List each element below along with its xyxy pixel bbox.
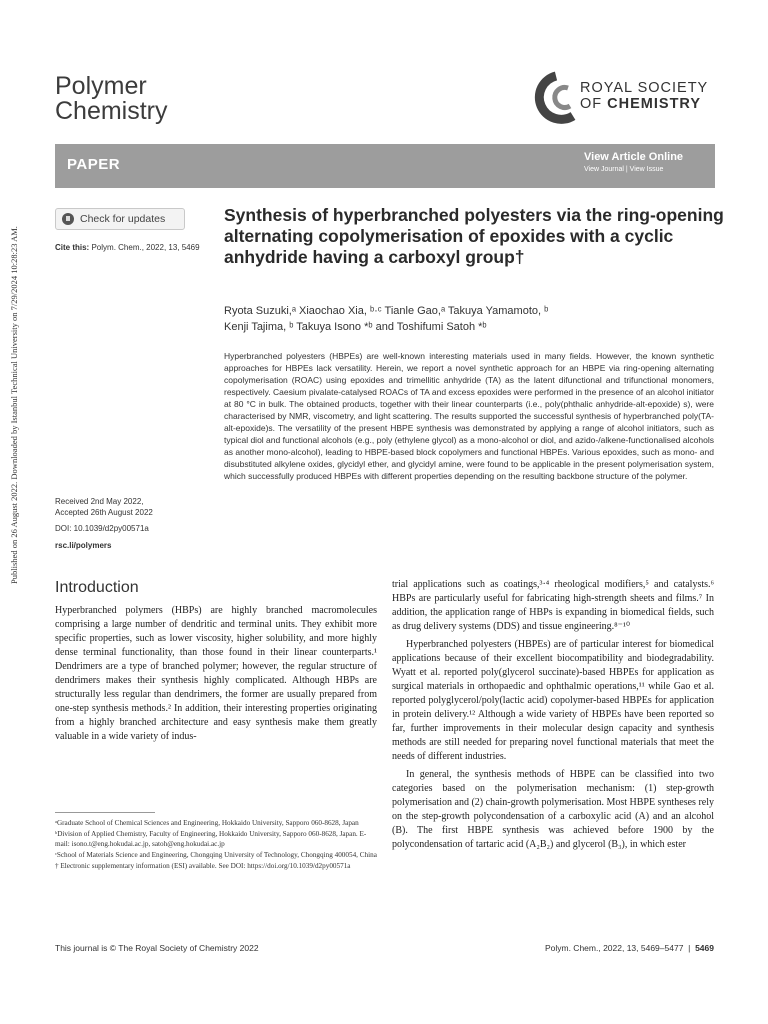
article-title: Synthesis of hyperbranched polyesters via the ring-opening alternating copolymerisation of epoxides with a cyclic anhydride having a carboxyl group† — [224, 205, 724, 267]
footer-citation-text: Polym. Chem., 2022, 13, 5469–5477 — [544, 943, 684, 953]
abstract: Hyperbranched polyesters (HBPEs) are well-known interesting materials used in many fields. However, the known synthetic approaches for HBPEs lack versatility. Herein, we report a novel synthetic approach for an HBPE via ring-opening alternating copolymerisation (ROAC) using epoxides and trimellitic anhydride (TA) as the latent difunctional and trifunctional monomers, respectively. Caesium pivalate-catalysed ROACs of TA and excess epoxides were performed in the presence of an alcohol initiator at 80 °C in bulk. The obtained products, together with their linear counterparts (i.e., poly(phthalic anhydride-alt-epoxide) s), were characterised by NMR, viscometry, and light scattering. The results supported the successful synthesis of hyperbranched poly(TA-alt-epoxide)s. The versatility of the present HBPE synthesis was demonstrated by applying a range of alcohol initiators, such as typical diol and functional alcohols (e.g., poly (ethylene glycol) as a mono-alcohol or diol, and azido-/alkene-functionalised alcohols as another mono-alcohol), leading to HBPE-based block copolymers and functional HBPEs. Various epoxides, such as mono- and disubstituted alkylene oxides, glycidyl ether, and glycidyl amine, were found to be applicable in the present polymerisation system, which successfully produced HBPEs with different properties depending on the resulting backbone structure of the polymer. — [224, 351, 714, 481]
cite-text: Polym. Chem., 2022, 13, 5469 — [91, 243, 200, 252]
view-journal-issue-links[interactable]: View Journal | View Issue — [584, 166, 664, 173]
footnotes — [55, 818, 377, 872]
author-list — [224, 303, 714, 335]
body-column-right — [392, 578, 714, 852]
crossmark-icon — [62, 213, 74, 225]
esi-note: † Electronic supplementary information (ESI) available. See DOI: https://doi.org/10.1039/d2py00571a — [55, 862, 351, 870]
footer-citation: Polym. Chem., 2022, 13, 5469–5477 | 5469 — [544, 943, 714, 953]
check-for-updates-label: Check for updates — [80, 213, 166, 225]
accepted-date: Accepted 26th August 2022 — [55, 508, 153, 517]
section-heading-introduction: Introduction — [55, 579, 139, 596]
intro-paragraph-1-continued: trial applications such as coatings,³·⁴ rheological modifiers,⁵ and catalysts.⁶ HBPs are particularly useful for fabricating high-strength sheets and films.⁷ In addition, the application range of HBPs is expanding in biomedical fields, such as drug delivery systems (DDS) and tissue engineering.⁸⁻¹⁰ — [392, 579, 714, 632]
doi[interactable]: DOI: 10.1039/d2py00571a — [55, 524, 149, 533]
received-date: Received 2nd May 2022, — [55, 497, 144, 506]
affiliation-c: ᶜSchool of Materials Science and Engineering, Chongqing University of Technology, Chongqing 400054, China — [55, 851, 377, 859]
cite-this — [55, 242, 215, 253]
footnote-divider — [55, 812, 155, 813]
publisher-name-line2 — [580, 96, 701, 112]
article-type-label: PAPER — [67, 156, 121, 173]
affiliation-b: ᵇDivision of Applied Chemistry, Faculty of Engineering, Hokkaido University, Sapporo 060-8628, Japan. E-mail: isono.t@eng.hokudai.ac.jp, satoh@eng.hokudai.ac.jp — [55, 830, 367, 848]
footer-copyright: This journal is © The Royal Society of Chemistry 2022 — [55, 943, 259, 953]
view-article-online-link[interactable]: View Article Online — [584, 151, 684, 163]
journal-title-line1: Polymer — [55, 72, 147, 100]
body-column-left — [55, 604, 377, 744]
check-for-updates-button[interactable] — [55, 208, 185, 230]
intro-paragraph-3: In general, the synthesis methods of HBPE can be classified into two categories based on the polymerisation mechanism: (1) step-growth polymerisation and (2) chain-growth polymerisation. Most HBPE syntheses rely on the step-growth polycondensation of a carboxylic acid (A) and an alcohol (B). The first HBPE synthesis was achieved before 1900 by the polycondensation of tartaric acid (A₂B₂) and glycerol (B₃), in which ester — [392, 769, 714, 850]
journal-site-link[interactable]: rsc.li/polymers — [55, 541, 112, 550]
journal-title-line2: Chemistry — [55, 97, 168, 125]
journal-title — [55, 74, 168, 124]
publisher-name-chemistry: CHEMISTRY — [607, 96, 702, 112]
authors-line1: Ryota Suzuki,ᵃ Xiaochao Xia, ᵇ·ᶜ Tianle Gao,ᵃ Takuya Yamamoto, ᵇ — [224, 305, 549, 317]
intro-paragraph-2: Hyperbranched polyesters (HBPEs) are of particular interest for biomedical applications because of their excellent biocompatibility and biodegradability. Wyatt et al. reported poly(glycerol succinate)-based HBPEs for application as surgical materials in orthopaedic and ophthalmic operations,¹¹ while Gao et al. reported polyglycerol/poly(lactic acid) copolymer-based HBPEs for application in protein delivery.¹² Although a wide variety of HBPEs have been reported so far, further improvements in their molecular design capacity and synthesis methods are still needed for preparing novel functional materials that meet the needs of different industries. — [392, 639, 714, 762]
affiliation-a: ᵃGraduate School of Chemical Sciences and Engineering, Hokkaido University, Sapporo 060-8628, Japan — [55, 819, 359, 827]
download-watermark: Published on 26 August 2022. Downloaded by Istanbul Technical University on 7/29/2024 10:28:23 AM. — [9, 226, 19, 584]
page-number: 5469 — [695, 943, 714, 953]
article-meta — [55, 496, 215, 551]
authors-line2: Kenji Tajima, ᵇ Takuya Isono *ᵇ and Toshifumi Satoh *ᵇ — [224, 321, 487, 333]
cite-prefix: Cite this: — [55, 243, 90, 252]
publisher-name-of: OF — [580, 96, 603, 112]
publisher-name-line1: ROYAL SOCIETY — [580, 80, 709, 96]
intro-paragraph-1: Hyperbranched polymers (HBPs) are highly branched macromolecules comprising a large number of dendritic and terminal units. They exhibit more specific properties, such as lower viscosity, higher solubility, and more highly dense terminal functionality, than those found in their linear counterparts.¹ Dendrimers are a type of branched polymer; however, the regular structure of dendrimers makes their synthesis highly complicated. Although HBPs are structurally less regular than dendrimers, the former are usually prepared from one-step synthesis methods.² In addition, their interesting properties originating from a highly branched architecture and easy synthesis make them greatly valuable in a wide variety of indus- — [55, 605, 377, 742]
